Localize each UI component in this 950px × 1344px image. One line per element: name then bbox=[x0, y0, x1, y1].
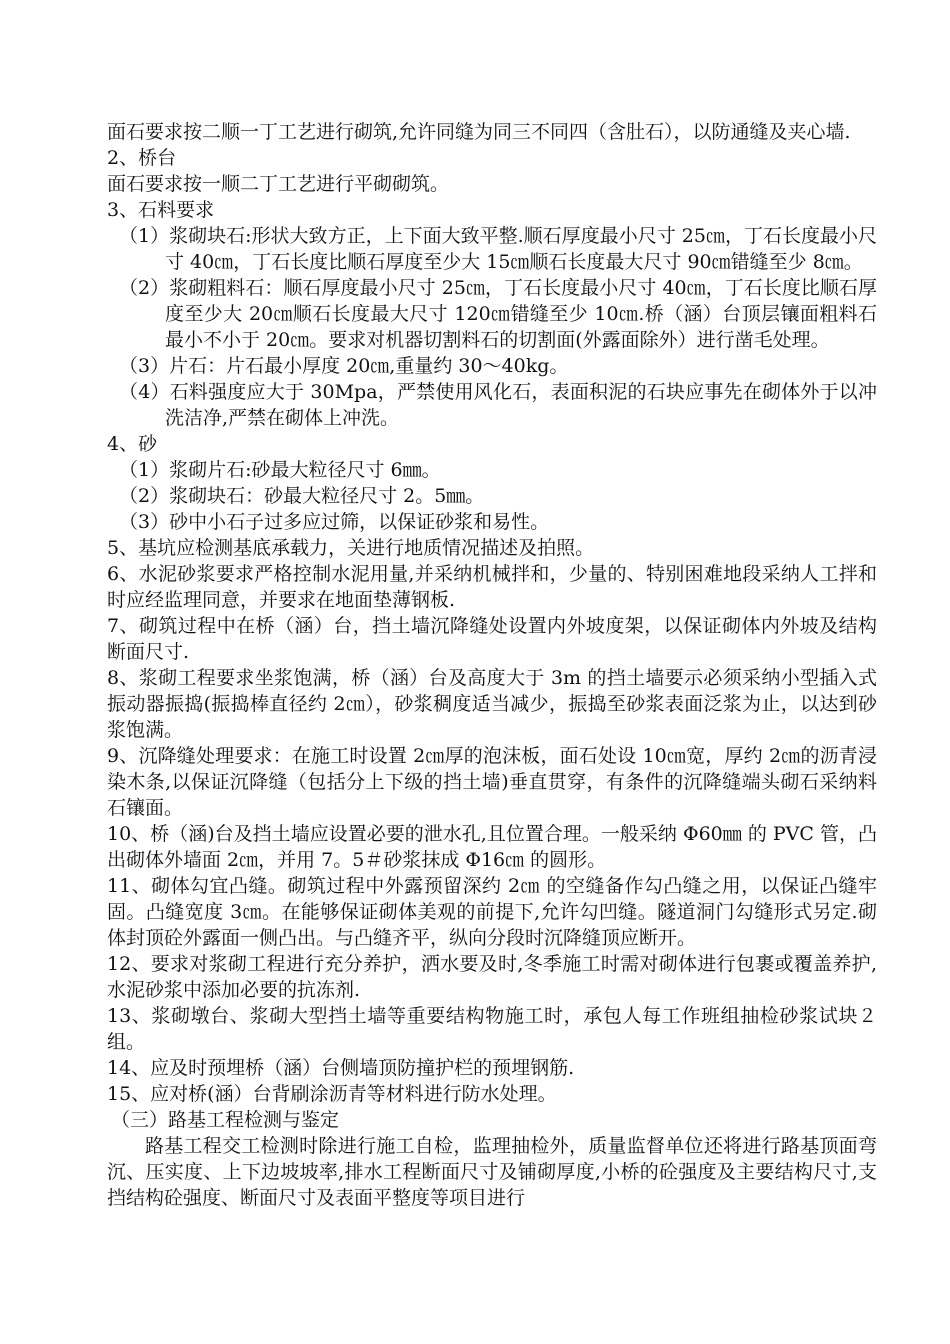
paragraph-12: 12、要求对浆砌工程进行充分养护，洒水要及时,冬季施工时需对砌体进行包裹或覆盖养护,水泥砂浆中添加必要的抗冻剂. bbox=[107, 953, 877, 1001]
paragraph-13: 13、浆砌墩台、浆砌大型挡土墙等重要结构物施工时，承包人每工作班组抽检砂浆试块２组。 bbox=[107, 1005, 877, 1053]
paragraph-6: 6、水泥砂浆要求严格控制水泥用量,并采纳机械拌和，少量的、特别困难地段采纳人工拌和时应经监理同意，并要求在地面垫薄钢板. bbox=[107, 563, 877, 611]
list-item-stone-3: （3）片石：片石最小厚度 20㎝,重量约 30～40kg。 bbox=[119, 355, 569, 377]
paragraph-8: 8、浆砌工程要求坐浆饱满，桥（涵）台及高度大于 3m 的挡土墙要示必须采纳小型插入式振动器振捣(振捣棒直径约 2㎝），砂浆稠度适当减少，振捣至砂浆表面泛浆为止，以达到砂浆饱满。 bbox=[107, 667, 877, 741]
paragraph-10: 10、桥（涵)台及挡土墙应设置必要的泄水孔,且位置合理。一般采纳 Φ60㎜ 的 PVC 管，凸出砌体外墙面 2㎝，并用 7。5＃砂浆抹成 Φ16㎝ 的圆形。 bbox=[107, 823, 877, 871]
section-heading-stone: 3、石料要求 bbox=[107, 199, 215, 221]
list-item-stone-1: （1）浆砌块石:形状大致方正，上下面大致平整.顺石厚度最小尺寸 25㎝，丁石长度最小尺寸 40㎝，丁石长度比顺石厚度至少大 15㎝顺石长度最大尺寸 90㎝错缝至少 8㎝。 bbox=[119, 225, 877, 273]
section-heading-inspection: （三）路基工程检测与鉴定 bbox=[111, 1109, 340, 1131]
paragraph-inspection: 路基工程交工检测时除进行施工自检，监理抽检外，质量监督单位还将进行路基顶面弯沉、压实度、上下边坡坡率,排水工程断面尺寸及铺砌厚度,小桥的砼强度及主要结构尺寸,支挡结构砼强度、断面尺寸及表面平整度等项目进行 bbox=[107, 1135, 877, 1209]
list-item-stone-4: （4）石料强度应大于 30Mpa，严禁使用风化石，表面积泥的石块应事先在砌体外于以冲洗洁净,严禁在砌体上冲洗。 bbox=[119, 381, 877, 429]
section-heading-sand: 4、砂 bbox=[107, 433, 158, 455]
paragraph-7: 7、砌筑过程中在桥（涵）台，挡土墙沉降缝处设置内外坡度架，以保证砌体内外坡及结构断面尺寸. bbox=[107, 615, 877, 663]
list-item-stone-2: （2）浆砌粗料石：顺石厚度最小尺寸 25㎝，丁石长度最小尺寸 40㎝，丁石长度比顺石厚度至少大 20㎝顺石长度最大尺寸 120㎝错缝至少 10㎝.桥（涵）台顶层镶面粗料石最小不小于 20㎝。要求对机器切割料石的切割面(外露面除外）进行凿毛处理。 bbox=[119, 277, 877, 351]
paragraph-continuation: 面石要求按二顺一丁工艺进行砌筑,允许同缝为同三不同四（含肚石），以防通缝及夹心墙. bbox=[107, 121, 851, 143]
paragraph-abutment: 面石要求按一顺二丁工艺进行平砌砌筑。 bbox=[107, 173, 450, 195]
paragraph-15: 15、应对桥(涵）台背刷涂沥青等材料进行防水处理。 bbox=[107, 1083, 557, 1105]
section-heading-abutment: 2、桥台 bbox=[107, 147, 177, 169]
paragraph-11: 11、砌体勾宜凸缝。砌筑过程中外露预留深约 2㎝ 的空缝备作勾凸缝之用，以保证凸缝牢固。凸缝宽度 3㎝。在能够保证砌体美观的前提下,允许勾凹缝。隧道洞门勾缝形式另定.砌体封顶砼外露面一侧凸出。与凸缝齐平，纵向分段时沉降缝顶应断开。 bbox=[107, 875, 877, 949]
paragraph-14: 14、应及时预埋桥（涵）台侧墙顶防撞护栏的预埋钢筋. bbox=[107, 1057, 575, 1079]
list-item-sand-1: （1）浆砌片石:砂最大粒径尺寸 6㎜。 bbox=[119, 459, 441, 481]
paragraph-5: 5、基坑应检测基底承载力，关进行地质情况描述及拍照。 bbox=[107, 537, 595, 559]
list-item-sand-3: （3）砂中小石子过多应过筛，以保证砂浆和易性。 bbox=[119, 511, 550, 533]
list-item-sand-2: （2）浆砌块石：砂最大粒径尺寸 2。5㎜。 bbox=[119, 485, 485, 507]
document-body bbox=[107, 119, 877, 1211]
paragraph-9: 9、沉降缝处理要求：在施工时设置 2㎝厚的泡沫板，面石处设 10㎝宽，厚约 2㎝的沥青浸染木条,以保证沉降缝（包括分上下级的挡土墙)垂直贯穿，有条件的沉降缝端头砌石采纳料石镶面。 bbox=[107, 745, 877, 819]
